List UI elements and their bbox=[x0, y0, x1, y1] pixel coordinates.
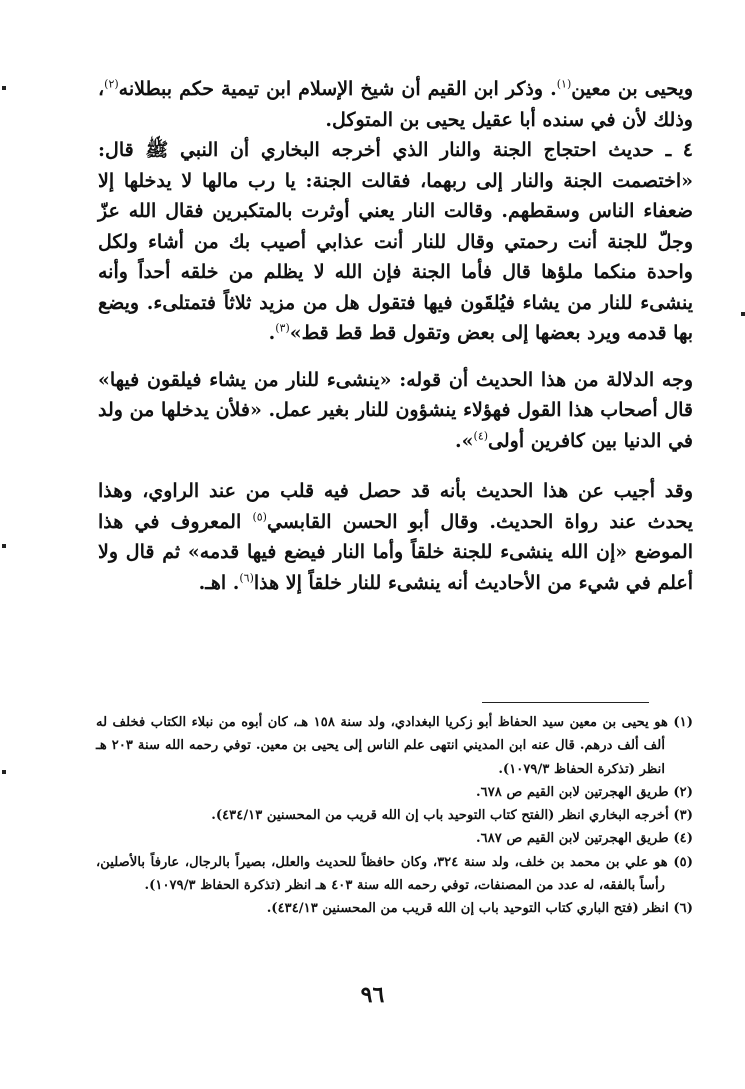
footnote bbox=[96, 711, 693, 781]
main-text bbox=[98, 74, 693, 598]
margin-mark bbox=[741, 312, 745, 316]
footnote-ref: (٤) bbox=[473, 429, 489, 443]
footnote-text: أخرجه البخاري انظر (الفتح كتاب التوحيد باب إن الله قريب من المحسنين ٤٣٤/١٣). bbox=[211, 808, 669, 824]
paragraph bbox=[98, 135, 693, 349]
footnote-number: (٥) bbox=[673, 854, 693, 870]
text-run: . اهـ. bbox=[198, 571, 240, 594]
footnote-ref: (٢) bbox=[104, 77, 119, 91]
footnote bbox=[96, 897, 693, 920]
footnote-number: (٦) bbox=[673, 901, 693, 917]
footnote bbox=[96, 851, 693, 898]
page-number: ٩٦ bbox=[360, 982, 385, 1008]
text-run: المعروف في هذا الموضع «إن الله ينشىء للجنة خلقاً وأما النار فيضع فيها قدمه» ثم قال ولا أعلم في شيء من الأحاديث أنه ينشىء للنار خلقاً إلا هذا bbox=[98, 510, 693, 594]
text-run: ، وذلك لأن في سنده أبا عقيل يحيى بن المتوكل. bbox=[98, 78, 693, 131]
footnotes bbox=[96, 711, 693, 921]
footnote-text: انظر (فتح الباري كتاب التوحيد باب إن الله قريب من المحسنين ٤٣٤/١٣). bbox=[266, 901, 669, 917]
footnote-text: طريق الهجرتين لابن القيم ص ٦٧٨. bbox=[476, 784, 669, 800]
paragraph bbox=[98, 476, 693, 598]
text-run: وقد أجيب عن هذا الحديث بأنه قد حصل فيه قلب من عند الراوي، وهذا يحدث عند رواة الحديث. وقال أبو الحسن القابسي bbox=[98, 480, 693, 533]
text-run: . bbox=[268, 322, 276, 344]
margin-mark bbox=[2, 86, 6, 90]
text-run: ». bbox=[455, 429, 474, 452]
text-run: . وذكر ابن القيم أن شيخ الإسلام ابن تيمية حكم ببطلانه bbox=[118, 78, 557, 100]
footnote-text: هو علي بن محمد بن خلف، ولد سنة ٣٢٤، وكان حافظاً للحديث والعلل، بصيراً بالرجال، عارفاً بالأصلين، رأساً بالفقه، له عدد من المصنفات، توفي رحمه الله سنة ٤٠٣ هـ انظر (تذكرة الحفاظ ١٠٧٩/٣). bbox=[96, 854, 668, 894]
margin-mark bbox=[2, 544, 6, 548]
footnote-number: (١) bbox=[673, 715, 693, 730]
footnote bbox=[96, 804, 693, 827]
text-run: وجه الدلالة من هذا الحديث أن قوله: «ينشىء للنار من يشاء فيلقون فيها» قال أصحاب هذا القول فهؤلاء ينشؤون للنار بغير عمل. «فلأن يدخلها من ولد في الدنيا بين كافرين أولى bbox=[98, 368, 693, 452]
text-run: ٤ ـ حديث احتجاج الجنة والنار الذي أخرجه البخاري أن النبي ﷺ قال: «اختصمت الجنة والنار إلى ربهما، فقالت الجنة: يا رب مالها لا يدخلها إلا ضعفاء الناس وسقطهم. وقالت النار يعني أوثرت بالمتكبرين فقال الله عزّ وجلّ للجنة أنت رحمتي وقال للنار أنت عذابي أصيب بك من أشاء ولكل واحدة منكما ملؤها قال فأما الجنة فإن الله لا يظلم من خلقه أحداً وأنه ينشىء للنار من يشاء فيُلقَون فيها فتقول هل من مزيد ثلاثاً فتمتلىء. ويضع بها قدمه ويرد بعضها إلى بعض وتقول قط قط قط» bbox=[98, 139, 693, 344]
paragraph bbox=[98, 74, 693, 135]
footnote bbox=[96, 781, 693, 804]
text-run: ويحيى بن معين bbox=[571, 78, 693, 100]
footnote-ref: (٦) bbox=[239, 571, 254, 585]
footnote-text: هو يحيى بن معين سيد الحفاظ أبو زكريا البغدادي، ولد سنة ١٥٨ هـ، كان أبوه من نبلاء الكتاب فخلف له ألف ألف درهم. قال عنه ابن المديني انتهى علم الناس إلى يحيى بن معين. توفي رحمه الله سنة ٢٠٣ هـ انظر (تذكرة الحفاظ ١٠٧٩/٣). bbox=[96, 715, 668, 777]
footnote bbox=[96, 827, 693, 850]
footnote-ref: (٣) bbox=[275, 321, 290, 335]
margin-mark bbox=[2, 770, 6, 774]
footnote-ref: (١) bbox=[556, 77, 572, 91]
footnote-ref: (٥) bbox=[252, 510, 267, 524]
footnote-text: طريق الهجرتين لابن القيم ص ٦٨٧. bbox=[476, 831, 669, 847]
footnote-number: (٢) bbox=[673, 784, 693, 800]
paragraph bbox=[98, 365, 693, 457]
footnote-number: (٣) bbox=[673, 808, 693, 824]
footnote-number: (٤) bbox=[673, 831, 693, 847]
footnote-separator bbox=[482, 702, 649, 703]
